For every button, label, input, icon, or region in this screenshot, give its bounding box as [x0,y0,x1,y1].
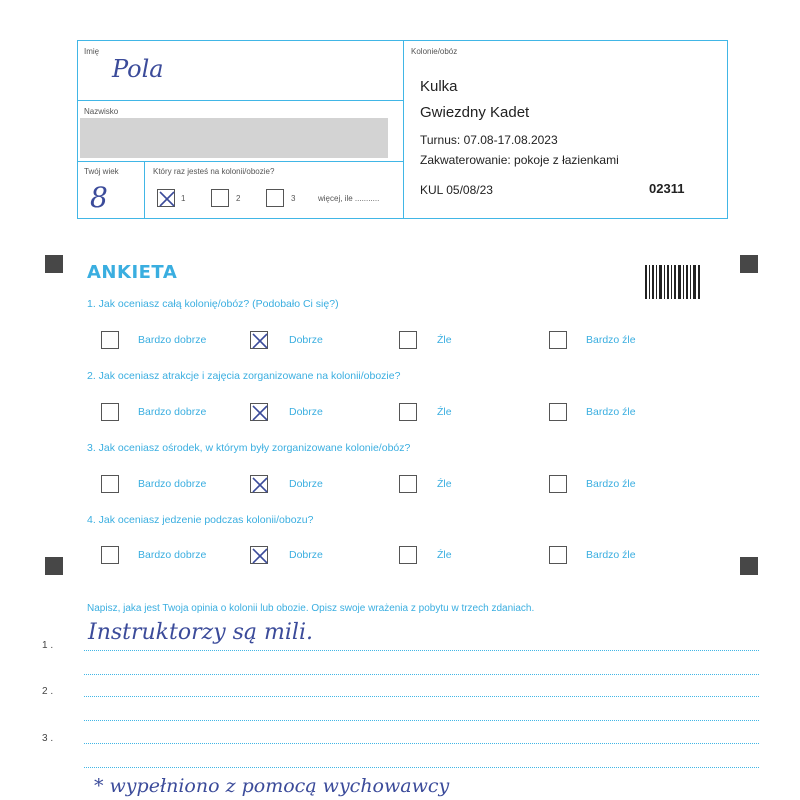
option-label: Źle [437,478,452,490]
q4-bardzo-dobrze-checkbox[interactable] [101,546,119,564]
option-label: Bardzo źle [586,406,636,418]
q2-zle-checkbox[interactable] [399,403,417,421]
option-label: Bardzo dobrze [138,549,207,561]
question-2: 2. Jak oceniasz atrakcje i zajęcia zorganizowane na kolonii/obozie? [87,370,401,382]
age-label: Twój wiek [84,167,119,176]
question-1: 1. Jak oceniasz całą kolonię/obóz? (Podobało Ci się?) [87,298,339,310]
answer-line [84,743,759,744]
survey-title: ANKIETA [87,262,178,283]
option-label: Dobrze [289,549,323,561]
answer-line [84,696,759,697]
q3-dobrze-checkbox[interactable] [250,475,268,493]
q1-bardzo-dobrze-checkbox[interactable] [101,331,119,349]
q4-bardzo-zle-checkbox[interactable] [549,546,567,564]
option-label: Bardzo źle [586,478,636,490]
check-mark-icon [251,547,269,565]
registration-marker [45,255,63,273]
check-mark-icon [158,190,176,208]
q3-zle-checkbox[interactable] [399,475,417,493]
age-value[interactable]: 8 [90,181,108,214]
check-mark-icon [251,404,269,422]
footnote: * wypełniono z pomocą wychowawcy [94,775,450,797]
question-4: 4. Jak oceniasz jedzenie podczas kolonii/obozu? [87,514,314,526]
answer-line [84,767,759,768]
q2-bardzo-dobrze-checkbox[interactable] [101,403,119,421]
q2-dobrze-checkbox[interactable] [250,403,268,421]
camp-label: Kolonie/obóz [411,47,458,56]
q2-bardzo-zle-checkbox[interactable] [549,403,567,421]
option-label: Dobrze [289,334,323,346]
registration-marker [740,255,758,273]
q1-zle-checkbox[interactable] [399,331,417,349]
registration-marker [45,557,63,575]
opinion-prompt: Napisz, jaka jest Twoja opinia o kolonii lub obozie. Opisz swoje wrażenia z pobytu w trzech zdaniach. [87,603,535,614]
question-3: 3. Jak oceniasz ośrodek, w którym były zorganizowane kolonie/obóz? [87,442,411,454]
option-label: Źle [437,334,452,346]
line-number-3: 3 . [42,733,54,744]
option-label: Bardzo źle [586,549,636,561]
option-label: Dobrze [289,478,323,490]
q4-zle-checkbox[interactable] [399,546,417,564]
visit-label: Który raz jesteś na kolonii/obozie? [153,167,275,176]
option-label: Źle [437,549,452,561]
header-box [77,40,728,219]
camp-code: KUL 05/08/23 [420,183,493,197]
q4-dobrze-checkbox[interactable] [250,546,268,564]
option-label: Źle [437,406,452,418]
q3-bardzo-zle-checkbox[interactable] [549,475,567,493]
option-label: Bardzo dobrze [138,478,207,490]
visit-option-2: 2 [236,194,241,203]
visit-checkbox-3[interactable] [266,189,284,207]
visit-option-3: 3 [291,194,296,203]
camp-name: Gwiezdny Kadet [420,104,530,121]
turnus-dates: Turnus: 07.08-17.08.2023 [420,133,558,147]
lodging: Zakwaterowanie: pokoje z łazienkami [420,153,619,167]
name-label: Imię [84,47,100,56]
visit-option-1: 1 [181,194,186,203]
q1-bardzo-zle-checkbox[interactable] [549,331,567,349]
q1-dobrze-checkbox[interactable] [250,331,268,349]
check-mark-icon [251,476,269,494]
visit-more: więcej, ile ........... [318,194,380,203]
camp-place: Kulka [420,78,458,95]
form-number: 02311 [649,181,685,196]
surname-label: Nazwisko [84,107,119,116]
visit-checkbox-2[interactable] [211,189,229,207]
answer-line [84,650,759,651]
check-mark-icon [251,332,269,350]
answer-line [84,720,759,721]
line-number-1: 1 . [42,640,54,651]
name-value[interactable]: Pola [112,55,164,83]
q3-bardzo-dobrze-checkbox[interactable] [101,475,119,493]
registration-marker [740,557,758,575]
option-label: Bardzo dobrze [138,334,207,346]
barcode-icon [645,265,701,299]
surname-redacted [80,118,388,158]
answer-line [84,674,759,675]
visit-checkbox-1[interactable] [157,189,175,207]
option-label: Bardzo źle [586,334,636,346]
option-label: Dobrze [289,406,323,418]
line-number-2: 2 . [42,686,54,697]
opinion-answer-1[interactable]: Instruktorzy są mili. [88,620,313,645]
option-label: Bardzo dobrze [138,406,207,418]
